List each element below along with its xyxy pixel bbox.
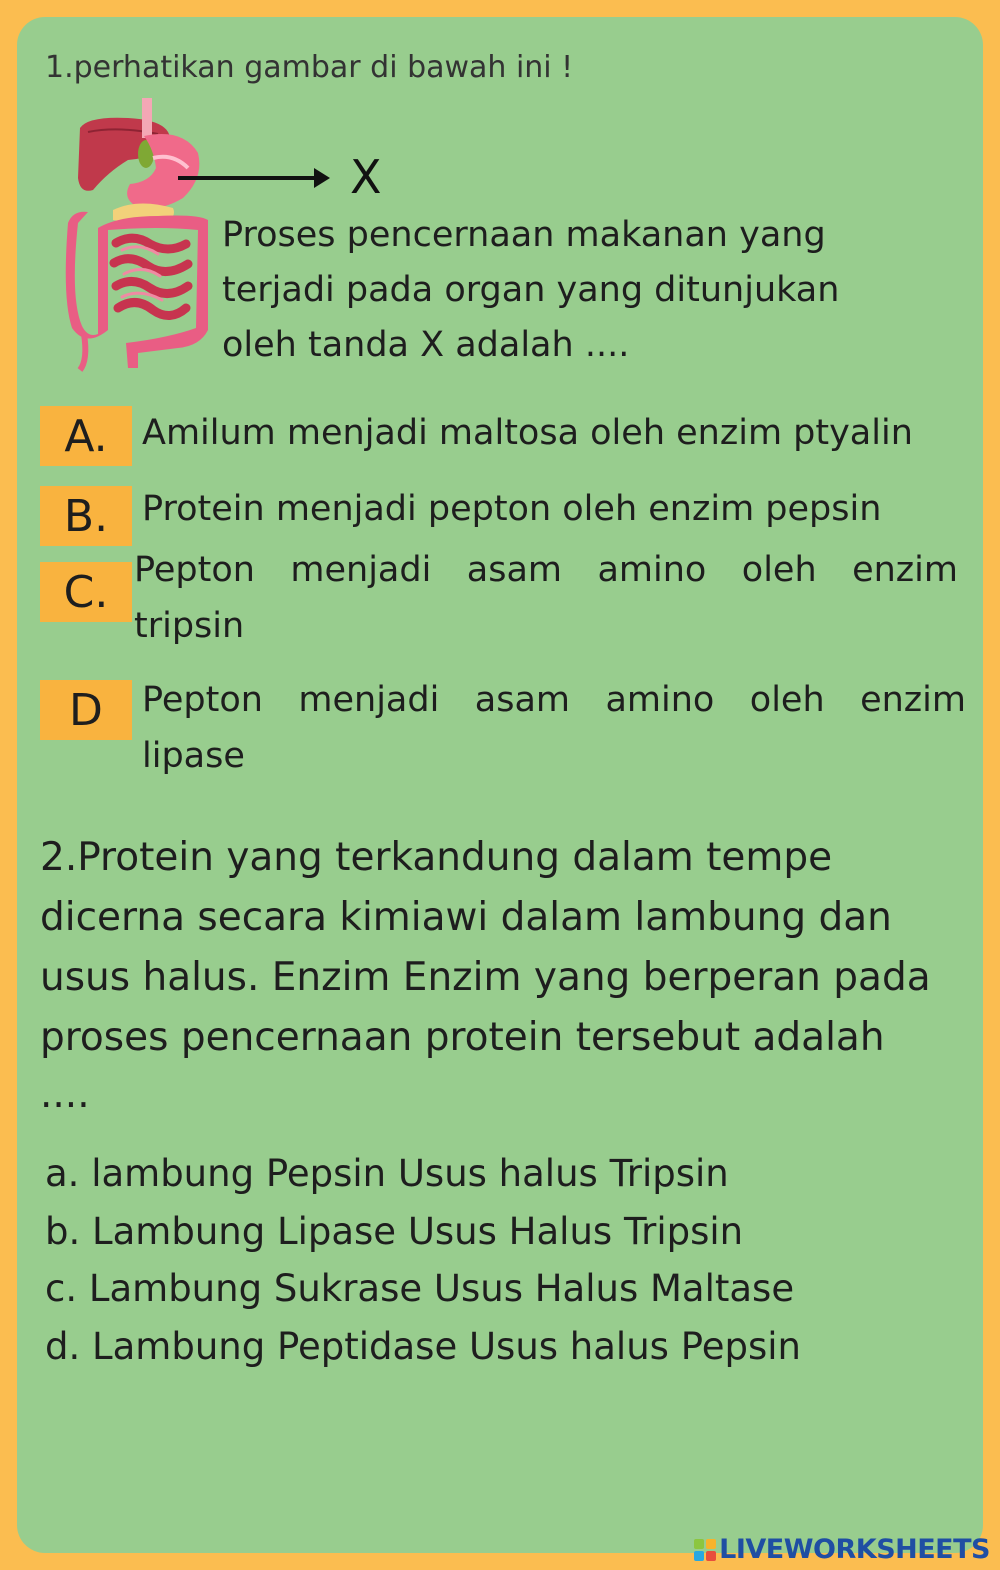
option-b-letter: B. <box>63 490 109 542</box>
option-a-letter: A. <box>64 410 108 462</box>
option-a-text: Amilum menjadi maltosa oleh enzim ptyalin <box>142 413 913 453</box>
option-d-text-continued: lipase <box>142 736 245 776</box>
option-d-text: Pepton menjadi asam amino oleh enzim <box>142 680 966 720</box>
question-1-title: 1.perhatikan gambar di bawah ini ! <box>45 50 574 85</box>
question-2-text-line: .... <box>40 1072 90 1117</box>
option-d-letter: D <box>69 684 103 736</box>
question-2-option-c[interactable]: c. Lambung Sukrase Usus Halus Maltase <box>45 1267 795 1310</box>
brand-name: LIVEWORKSHEETS <box>719 1534 990 1565</box>
pointer-arrow-icon <box>178 164 338 192</box>
option-c-button[interactable] <box>40 562 132 622</box>
option-c-text: Pepton menjadi asam amino oleh enzim <box>134 550 958 590</box>
liveworksheets-logo-icon <box>694 1539 716 1561</box>
liveworksheets-logo <box>694 1534 990 1565</box>
question-2-text-line: 2.Protein yang terkandung dalam tempe <box>40 835 833 880</box>
digestive-system-illustration <box>58 98 228 378</box>
option-c-letter: C. <box>63 566 109 618</box>
question-2-text-line: dicerna secara kimiawi dalam lambung dan <box>40 895 892 940</box>
question-1-text-line: oleh tanda X adalah .... <box>222 325 630 365</box>
option-d-button[interactable] <box>40 680 132 740</box>
question-2-option-b[interactable]: b. Lambung Lipase Usus Halus Tripsin <box>45 1210 744 1253</box>
question-1-text-line: terjadi pada organ yang ditunjukan <box>222 270 840 310</box>
question-1-text-line: Proses pencernaan makanan yang <box>222 215 826 255</box>
question-2-text-line: proses pencernaan protein tersebut adalah <box>40 1015 885 1060</box>
question-2-text-line: usus halus. Enzim Enzim yang berperan pada <box>40 955 931 1000</box>
question-2-option-a[interactable]: a. lambung Pepsin Usus halus Tripsin <box>45 1152 729 1195</box>
option-a-button[interactable] <box>40 406 132 466</box>
option-c-text-continued: tripsin <box>134 606 245 646</box>
question-2-option-d[interactable]: d. Lambung Peptidase Usus halus Pepsin <box>45 1325 801 1368</box>
option-b-button[interactable] <box>40 486 132 546</box>
marker-x-label: X <box>350 150 382 204</box>
option-b-text: Protein menjadi pepton oleh enzim pepsin <box>142 489 882 529</box>
